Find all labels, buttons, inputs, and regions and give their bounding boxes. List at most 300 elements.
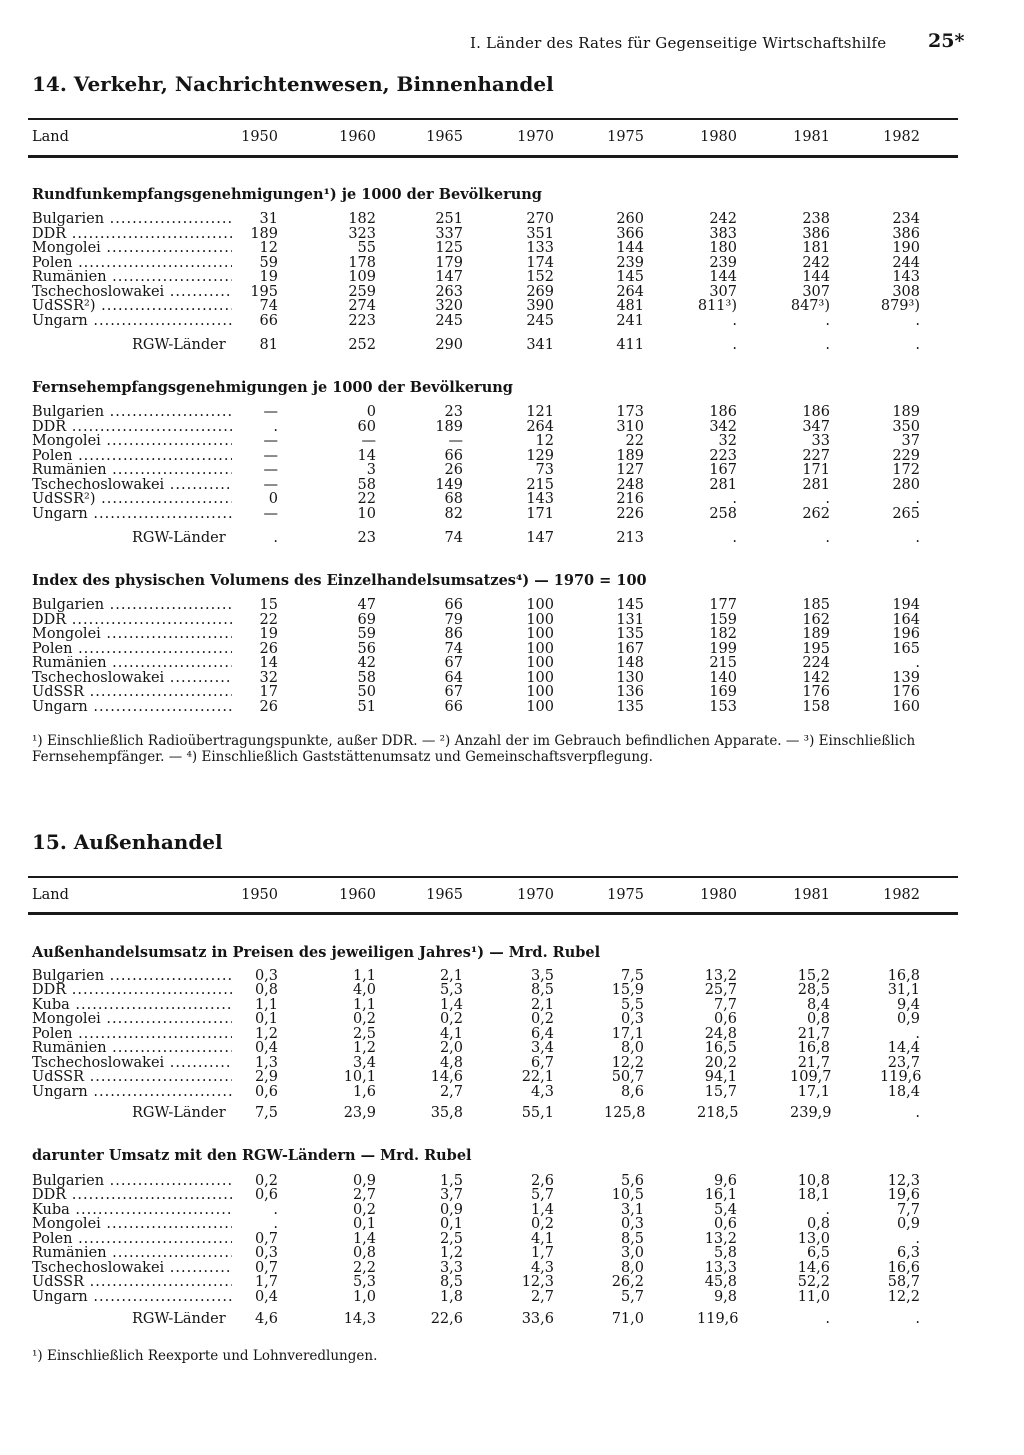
total-row: [0, 531, 1000, 546]
cell-value: 10,1: [343, 1069, 376, 1085]
cell-value: .: [273, 1216, 278, 1232]
table-row: [0, 1041, 1000, 1056]
cell-value: 0,2: [530, 1216, 554, 1232]
row-label: Rumänien .....: [32, 1246, 232, 1261]
cell-value: 25,7: [704, 982, 737, 998]
cell-value: 135: [616, 626, 644, 642]
cell-value: 144: [616, 240, 644, 256]
cell-value: 245: [435, 313, 463, 329]
cell-value: 224: [802, 655, 830, 671]
cell-value: 0,2: [352, 1202, 376, 1218]
cell-value: 347: [802, 419, 830, 435]
cell-value: 19,6: [887, 1187, 920, 1203]
cell-value: 0,9: [896, 1216, 920, 1232]
cell-value: 178: [348, 255, 376, 271]
cell-value: 58: [357, 477, 376, 493]
cell-value: 0,2: [439, 1011, 463, 1027]
cell-value: 185: [802, 597, 830, 613]
cell-value: 281: [709, 477, 737, 493]
cell-value: 3,5: [530, 968, 554, 984]
cell-value: 143: [892, 269, 920, 285]
table-heading: 14. Verkehr, Nachrichtenwesen, Binnenhandel: [32, 72, 554, 96]
cell-value: 0,7: [254, 1260, 278, 1276]
cell-value: 158: [802, 699, 830, 715]
cell-value: 4,1: [439, 1026, 463, 1042]
cell-value: 100: [526, 626, 554, 642]
cell-value: 174: [526, 255, 554, 271]
cell-value: 4,1: [530, 1231, 554, 1247]
cell-value: 14,4: [887, 1040, 920, 1056]
cell-value: 16,5: [704, 1040, 737, 1056]
cell-value: 13,2: [704, 1231, 737, 1247]
cell-value: 1,0: [352, 1289, 376, 1305]
table-row: [0, 227, 1000, 242]
cell-value: 171: [802, 462, 830, 478]
cell-value: 0,3: [620, 1216, 644, 1232]
cell-value: 16,6: [887, 1260, 920, 1276]
cell-value: 125,8: [604, 1105, 646, 1121]
cell-value: 15,2: [797, 968, 830, 984]
cell-value: 66: [444, 597, 463, 613]
cell-value: 239,9: [790, 1105, 832, 1121]
cell-value: 7,5: [254, 1105, 278, 1121]
table-row: [0, 463, 1000, 478]
cell-value: 33: [811, 433, 830, 449]
cell-value: .: [825, 313, 830, 329]
cell-value: 100: [526, 699, 554, 715]
cell-value: 31: [259, 211, 278, 227]
table-row: [0, 285, 1000, 300]
table-row: [0, 314, 1000, 329]
cell-value: 8,0: [620, 1040, 644, 1056]
table-row: [0, 405, 1000, 420]
cell-value: 9,8: [713, 1289, 737, 1305]
cell-value: 386: [892, 226, 920, 242]
cell-value: 0,3: [620, 1011, 644, 1027]
section-title: Fernsehempfangsgenehmigungen je 1000 der Bevölkerung: [32, 379, 513, 396]
cell-value: 242: [802, 255, 830, 271]
cell-value: 129: [526, 448, 554, 464]
cell-value: 147: [435, 269, 463, 285]
cell-value: 82: [444, 506, 463, 522]
cell-value: —: [448, 433, 463, 449]
cell-value: 0,3: [254, 968, 278, 984]
cell-value: .: [915, 1105, 920, 1121]
row-label: Ungarn .....: [32, 1085, 232, 1100]
row-label: Polen .....: [32, 1027, 232, 1042]
cell-value: 26: [259, 699, 278, 715]
cell-value: 59: [259, 255, 278, 271]
cell-value: 23: [444, 404, 463, 420]
column-header-land: Land: [32, 887, 69, 903]
row-label: Rumänien .....: [32, 463, 232, 478]
row-label: Tschechoslowakei .....: [32, 671, 232, 686]
rule-header-bottom: [28, 912, 958, 915]
cell-value: 320: [435, 298, 463, 314]
cell-value: 130: [616, 670, 644, 686]
cell-value: 26,2: [611, 1274, 644, 1290]
cell-value: 1,2: [439, 1245, 463, 1261]
cell-value: 0,8: [806, 1011, 830, 1027]
cell-value: .: [732, 313, 737, 329]
cell-value: 3,0: [620, 1245, 644, 1261]
row-label: UdSSR .....: [32, 1275, 232, 1290]
cell-value: 195: [802, 641, 830, 657]
cell-value: 216: [616, 491, 644, 507]
cell-value: 1,8: [439, 1289, 463, 1305]
cell-value: 22: [259, 612, 278, 628]
table-row: [0, 983, 1000, 998]
column-header-year: 1970: [517, 887, 554, 903]
cell-value: —: [361, 433, 376, 449]
cell-value: 180: [709, 240, 737, 256]
cell-value: 144: [802, 269, 830, 285]
footnote: ¹) Einschließlich Radioübertragungspunkte, außer DDR. — ²) Anzahl der im Gebrauch befindlichen Apparate. — ³) Einschließlich: [32, 733, 916, 749]
cell-value: 5,7: [620, 1289, 644, 1305]
table-row: [0, 299, 1000, 314]
cell-value: .: [825, 1202, 830, 1218]
cell-value: 50: [357, 684, 376, 700]
row-label: DDR .....: [32, 227, 232, 242]
table-row: [0, 1174, 1000, 1189]
cell-value: 50,7: [611, 1069, 644, 1085]
cell-value: 148: [616, 655, 644, 671]
cell-value: 33,6: [521, 1311, 554, 1327]
cell-value: 176: [802, 684, 830, 700]
cell-value: 234: [892, 211, 920, 227]
footnote: ¹) Einschließlich Reexporte und Lohnveredlungen.: [32, 1348, 378, 1364]
cell-value: 100: [526, 612, 554, 628]
table-row: [0, 1027, 1000, 1042]
cell-value: 337: [435, 226, 463, 242]
cell-value: 9,6: [713, 1173, 737, 1189]
table-row: [0, 478, 1000, 493]
cell-value: 182: [348, 211, 376, 227]
cell-value: 0,6: [713, 1011, 737, 1027]
cell-value: 1,5: [439, 1173, 463, 1189]
cell-value: 189: [802, 626, 830, 642]
cell-value: 14: [259, 655, 278, 671]
cell-value: 147: [526, 530, 554, 546]
cell-value: 2,7: [352, 1187, 376, 1203]
cell-value: .: [915, 655, 920, 671]
table-row: [0, 1203, 1000, 1218]
cell-value: 0,9: [896, 1011, 920, 1027]
cell-value: 133: [526, 240, 554, 256]
cell-value: 1,1: [352, 968, 376, 984]
column-header-year: 1965: [426, 129, 463, 145]
cell-value: .: [825, 530, 830, 546]
cell-value: 238: [802, 211, 830, 227]
cell-value: 143: [526, 491, 554, 507]
total-label: RGW-Länder: [132, 338, 226, 353]
cell-value: 1,1: [352, 997, 376, 1013]
cell-value: 177: [709, 597, 737, 613]
row-label: Rumänien .....: [32, 270, 232, 285]
row-label: Rumänien .....: [32, 1041, 232, 1056]
cell-value: 218,5: [697, 1105, 739, 1121]
cell-value: 264: [616, 284, 644, 300]
cell-value: 239: [709, 255, 737, 271]
cell-value: 176: [892, 684, 920, 700]
row-label: Kuba .....: [32, 1203, 232, 1218]
cell-value: 67: [444, 684, 463, 700]
cell-value: 280: [892, 477, 920, 493]
cell-value: 0,1: [254, 1011, 278, 1027]
cell-value: 31,1: [887, 982, 920, 998]
cell-value: 79: [444, 612, 463, 628]
table-row: [0, 241, 1000, 256]
cell-value: 74: [444, 641, 463, 657]
cell-value: 3: [366, 462, 376, 478]
cell-value: .: [732, 530, 737, 546]
table-row: [0, 685, 1000, 700]
cell-value: 5,3: [439, 982, 463, 998]
cell-value: 22: [357, 491, 376, 507]
cell-value: 7,7: [713, 997, 737, 1013]
cell-value: 18,4: [887, 1084, 920, 1100]
cell-value: 28,5: [797, 982, 830, 998]
cell-value: 269: [526, 284, 554, 300]
cell-value: 69: [357, 612, 376, 628]
cell-value: 366: [616, 226, 644, 242]
cell-value: .: [915, 337, 920, 353]
cell-value: 13,2: [704, 968, 737, 984]
cell-value: 307: [802, 284, 830, 300]
cell-value: 12,2: [611, 1055, 644, 1071]
cell-value: 248: [616, 477, 644, 493]
cell-value: 186: [709, 404, 737, 420]
cell-value: 241: [616, 313, 644, 329]
cell-value: 1,1: [254, 997, 278, 1013]
cell-value: 252: [348, 337, 376, 353]
column-header-year: 1950: [241, 887, 278, 903]
cell-value: .: [273, 1202, 278, 1218]
cell-value: 15,7: [704, 1084, 737, 1100]
cell-value: 199: [709, 641, 737, 657]
cell-value: 58: [357, 670, 376, 686]
cell-value: 0,4: [254, 1289, 278, 1305]
row-label: Bulgarien .....: [32, 1174, 232, 1189]
cell-value: 0,9: [352, 1173, 376, 1189]
cell-value: 21,7: [797, 1026, 830, 1042]
cell-value: 16,8: [887, 968, 920, 984]
cell-value: 2,5: [439, 1231, 463, 1247]
cell-value: 308: [892, 284, 920, 300]
table-row: [0, 1188, 1000, 1203]
cell-value: 1,7: [254, 1274, 278, 1290]
cell-value: 6,7: [530, 1055, 554, 1071]
table-row: [0, 598, 1000, 613]
cell-value: 181: [802, 240, 830, 256]
total-label: RGW-Länder: [132, 1106, 226, 1121]
column-header-year: 1970: [517, 129, 554, 145]
cell-value: 173: [616, 404, 644, 420]
cell-value: 383: [709, 226, 737, 242]
cell-value: 136: [616, 684, 644, 700]
cell-value: 0,7: [254, 1231, 278, 1247]
cell-value: 171: [526, 506, 554, 522]
table-row: [0, 1085, 1000, 1100]
cell-value: 0,2: [254, 1173, 278, 1189]
column-header-year: 1960: [339, 129, 376, 145]
cell-value: 32: [718, 433, 737, 449]
column-header-year: 1975: [607, 129, 644, 145]
cell-value: .: [915, 313, 920, 329]
row-label: Mongolei .....: [32, 1012, 232, 1027]
table-row: [0, 998, 1000, 1013]
cell-value: 0,1: [439, 1216, 463, 1232]
cell-value: 160: [892, 699, 920, 715]
cell-value: 0,3: [254, 1245, 278, 1261]
cell-value: 12: [259, 240, 278, 256]
cell-value: 5,4: [713, 1202, 737, 1218]
cell-value: .: [825, 491, 830, 507]
cell-value: 4,6: [254, 1311, 278, 1327]
cell-value: 12,3: [521, 1274, 554, 1290]
cell-value: 847³): [790, 298, 830, 314]
cell-value: 66: [259, 313, 278, 329]
cell-value: 189: [250, 226, 278, 242]
cell-value: 0: [268, 491, 278, 507]
cell-value: 144: [709, 269, 737, 285]
cell-value: 223: [709, 448, 737, 464]
cell-value: 258: [709, 506, 737, 522]
cell-value: 131: [616, 612, 644, 628]
row-label: Tschechoslowakei .....: [32, 1261, 232, 1276]
column-header-year: 1960: [339, 887, 376, 903]
rule-header-bottom: [28, 155, 958, 158]
cell-value: 9,4: [896, 997, 920, 1013]
table-row: [0, 1275, 1000, 1290]
cell-value: 274: [348, 298, 376, 314]
cell-value: 0: [366, 404, 376, 420]
cell-value: 307: [709, 284, 737, 300]
cell-value: 13,0: [797, 1231, 830, 1247]
column-header-land: Land: [32, 129, 69, 145]
cell-value: 226: [616, 506, 644, 522]
row-label: Bulgarien .....: [32, 405, 232, 420]
cell-value: 2,5: [352, 1026, 376, 1042]
cell-value: 2,6: [530, 1173, 554, 1189]
cell-value: 4,3: [530, 1084, 554, 1100]
cell-value: 0,8: [254, 982, 278, 998]
total-row: [0, 1312, 1000, 1327]
cell-value: 67: [444, 655, 463, 671]
table-row: [0, 700, 1000, 715]
cell-value: 21,7: [797, 1055, 830, 1071]
cell-value: .: [915, 1231, 920, 1247]
cell-value: 153: [709, 699, 737, 715]
cell-value: 0,2: [352, 1011, 376, 1027]
row-label: Tschechoslowakei .....: [32, 285, 232, 300]
cell-value: 11,0: [797, 1289, 830, 1305]
cell-value: 194: [892, 597, 920, 613]
row-label: UdSSR²) .....: [32, 299, 232, 314]
cell-value: 26: [444, 462, 463, 478]
cell-value: 16,1: [704, 1187, 737, 1203]
cell-value: 145: [616, 269, 644, 285]
row-label: Mongolei .....: [32, 241, 232, 256]
cell-value: 7,5: [620, 968, 644, 984]
cell-value: 23,7: [887, 1055, 920, 1071]
row-label: UdSSR .....: [32, 685, 232, 700]
cell-value: 1,4: [352, 1231, 376, 1247]
cell-value: 10,8: [797, 1173, 830, 1189]
cell-value: 35,8: [430, 1105, 463, 1121]
cell-value: 100: [526, 670, 554, 686]
table-row: [0, 1070, 1000, 1085]
table-row: [0, 449, 1000, 464]
section-title: Index des physischen Volumens des Einzelhandelsumsatzes⁴) — 1970 = 100: [32, 572, 647, 589]
cell-value: 281: [802, 477, 830, 493]
cell-value: 100: [526, 655, 554, 671]
cell-value: 262: [802, 506, 830, 522]
cell-value: 341: [526, 337, 554, 353]
cell-value: 1,4: [439, 997, 463, 1013]
cell-value: 135: [616, 699, 644, 715]
total-label: RGW-Länder: [132, 1312, 226, 1327]
cell-value: 189: [435, 419, 463, 435]
table-row: [0, 270, 1000, 285]
cell-value: 22,6: [430, 1311, 463, 1327]
cell-value: 59: [357, 626, 376, 642]
column-header-year: 1982: [883, 887, 920, 903]
total-row: [0, 1106, 1000, 1121]
cell-value: 19: [259, 269, 278, 285]
cell-value: 0,8: [352, 1245, 376, 1261]
cell-value: 7,7: [896, 1202, 920, 1218]
page-number: 25*: [928, 30, 965, 52]
cell-value: 32: [259, 670, 278, 686]
cell-value: 2,7: [439, 1084, 463, 1100]
cell-value: .: [915, 530, 920, 546]
cell-value: —: [263, 404, 278, 420]
cell-value: 169: [709, 684, 737, 700]
running-head: I. Länder des Rates für Gegenseitige Wirtschaftshilfe: [470, 34, 887, 52]
cell-value: 68: [444, 491, 463, 507]
row-label: Mongolei .....: [32, 434, 232, 449]
row-label: Tschechoslowakei .....: [32, 478, 232, 493]
cell-value: 18,1: [797, 1187, 830, 1203]
cell-value: 1,6: [352, 1084, 376, 1100]
cell-value: 4,0: [352, 982, 376, 998]
cell-value: 119,6: [880, 1069, 922, 1085]
table-row: [0, 1056, 1000, 1071]
table-row: [0, 613, 1000, 628]
table-row: [0, 1232, 1000, 1247]
row-label: Bulgarien .....: [32, 212, 232, 227]
cell-value: 189: [616, 448, 644, 464]
cell-value: .: [915, 1311, 920, 1327]
cell-value: 140: [709, 670, 737, 686]
cell-value: .: [825, 337, 830, 353]
cell-value: —: [263, 462, 278, 478]
row-label: DDR .....: [32, 983, 232, 998]
rule-top: [28, 876, 958, 878]
cell-value: 19: [259, 626, 278, 642]
table-row: [0, 212, 1000, 227]
cell-value: 3,1: [620, 1202, 644, 1218]
table-row: [0, 1246, 1000, 1261]
row-label: DDR .....: [32, 613, 232, 628]
cell-value: 390: [526, 298, 554, 314]
cell-value: 109: [348, 269, 376, 285]
cell-value: 167: [616, 641, 644, 657]
cell-value: 60: [357, 419, 376, 435]
cell-value: 6,3: [896, 1245, 920, 1261]
cell-value: 0,1: [352, 1216, 376, 1232]
